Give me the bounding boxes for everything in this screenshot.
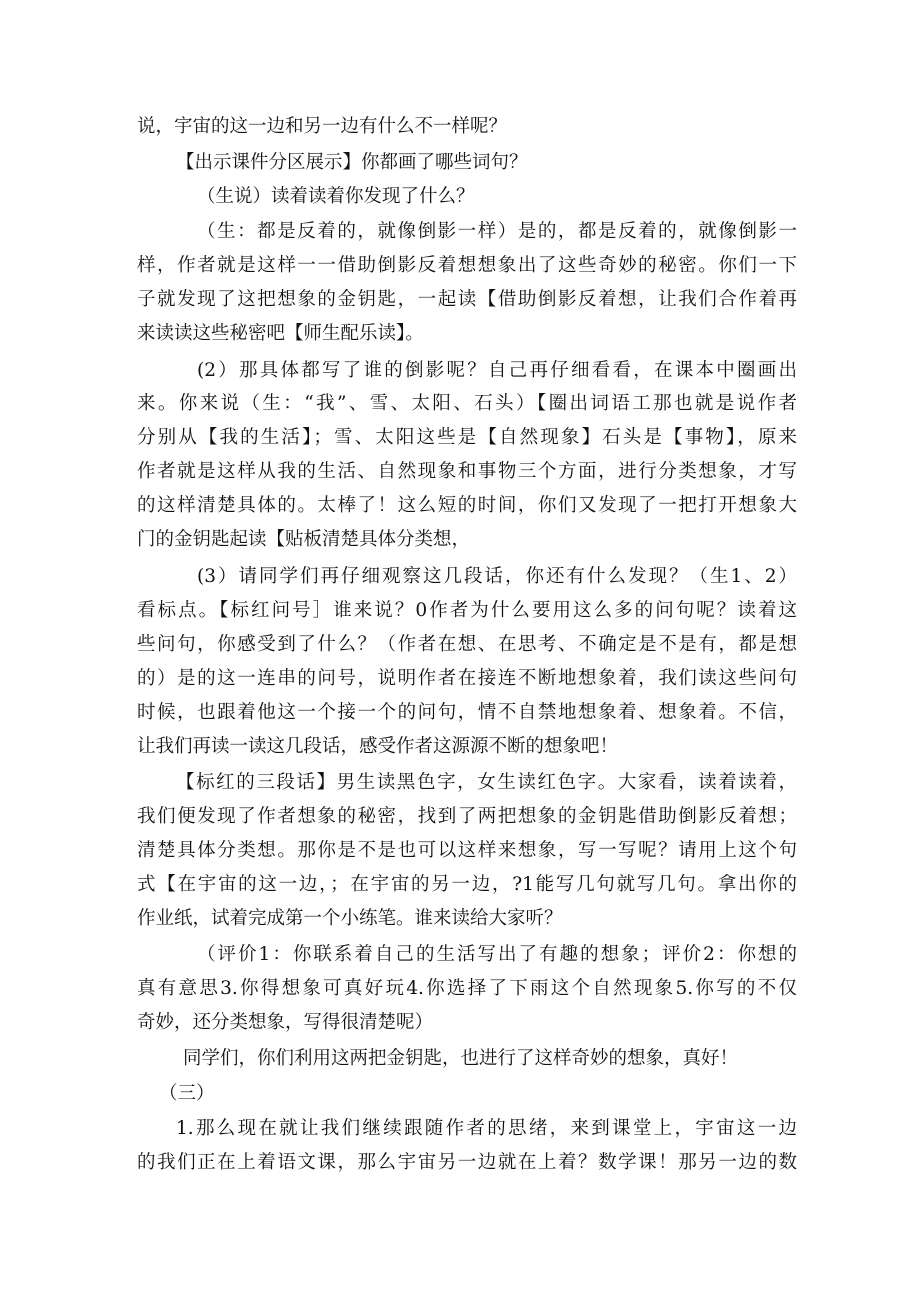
text-line: 奇妙，还分类想象，写得很清楚呢） xyxy=(137,1012,434,1033)
text-line: 【出示课件分区展示】你都画了哪些词句？ xyxy=(176,152,528,173)
text-line: 的这样清楚具体的。太棒了！这么短的时间，你们又发现了一把打开想象大 xyxy=(137,495,797,516)
text-line: 子就发现了这把想象的金钥匙，一起读【借助倒影反着想，让我们合作着再 xyxy=(137,289,797,310)
text-line: 我们便发现了作者想象的秘密，找到了两把想象的金钥匙借助倒影反着想； xyxy=(137,806,797,827)
text-line: 同学们，你们利用这两把金钥匙，也进行了这样奇妙的想象，真好！ xyxy=(183,1048,739,1069)
text-line: 的）是的这一连串的问号，说明作者在接连不断地想象着，我们读这些问句 xyxy=(137,668,797,689)
text-line: 清楚具体分类想。那你是不是也可以这样来想象，写一写呢？请用上这个句 xyxy=(137,840,797,861)
text-line: 说，宇宙的这一边和另一边有什么不一样呢？ xyxy=(137,116,508,137)
text-line: 样，作者就是这样一一借助倒影反着想想象出了这些奇妙的秘密。你们一下 xyxy=(137,255,797,276)
text-line: 作者就是这样从我的生活、自然现象和事物三个方面，进行分类想象，才写 xyxy=(137,461,797,482)
text-line: (3）请同学们再仔细观察这几段话，你还有什么发现？（生1、2） xyxy=(197,566,797,587)
text-line: 时候，也跟着他这一个接一个的问句，情不自禁地想象着、想象着。不信， xyxy=(137,702,797,723)
text-line: 的我们正在上着语文课，那么宇宙另一边就在上着？数学课！那另一边的数 xyxy=(137,1152,797,1173)
text-line: （生说）读着读着你发现了什么？ xyxy=(197,186,475,207)
text-line: 真有意思3.你得想象可真好玩4.你选择了下雨这个自然现象5.你写的不仅 xyxy=(137,978,797,999)
text-line: 式【在宇宙的这一边，；在宇宙的另一边，?1能写几句就写几句。拿出你的 xyxy=(137,874,797,895)
text-line: 作业纸，试着完成第一个小练笔。谁来读给大家听？ xyxy=(137,908,563,929)
text-line: 1.那么现在就让我们继续跟随作者的思绪，来到课堂上，宇宙这一边 xyxy=(176,1118,797,1139)
text-line: 来读读这些秘密吧【师生配乐读】。 xyxy=(137,323,424,344)
text-line: （评价1：你联系着自己的生活写出了有趣的想象；评价2：你想的 xyxy=(197,944,797,965)
text-line: 让我们再读一读这几段话，感受作者这源源不断的想象吧！ xyxy=(137,736,619,757)
text-line: （生：都是反着的，就像倒影一样）是的，都是反着的，就像倒影一 xyxy=(197,221,797,242)
text-line: 分别从【我的生活】；雪、太阳这些是【自然现象】石头是【事物】，原来 xyxy=(137,427,797,448)
text-line: 看标点。【标红问号］谁来说？0作者为什么要用这么多的问句呢？读着这 xyxy=(137,600,797,621)
text-line: 来。你来说（生：“我”、雪、太阳、石头）【圈出词语工那也就是说作者 xyxy=(137,393,797,414)
text-line: 门的金钥匙起读【贴板清楚具体分类想， xyxy=(137,529,471,550)
text-line: 些问句，你感受到了什么？（作者在想、在思考、不确定是不是有，都是想 xyxy=(137,634,797,655)
text-line: （三） xyxy=(159,1083,215,1104)
text-line: 【标红的三段话】男生读黑色字，女生读红色字。大家看，读着读着， xyxy=(176,772,797,793)
text-line: (2）那具体都写了谁的倒影呢？自己再仔细看看，在课本中圈画出 xyxy=(197,360,797,381)
